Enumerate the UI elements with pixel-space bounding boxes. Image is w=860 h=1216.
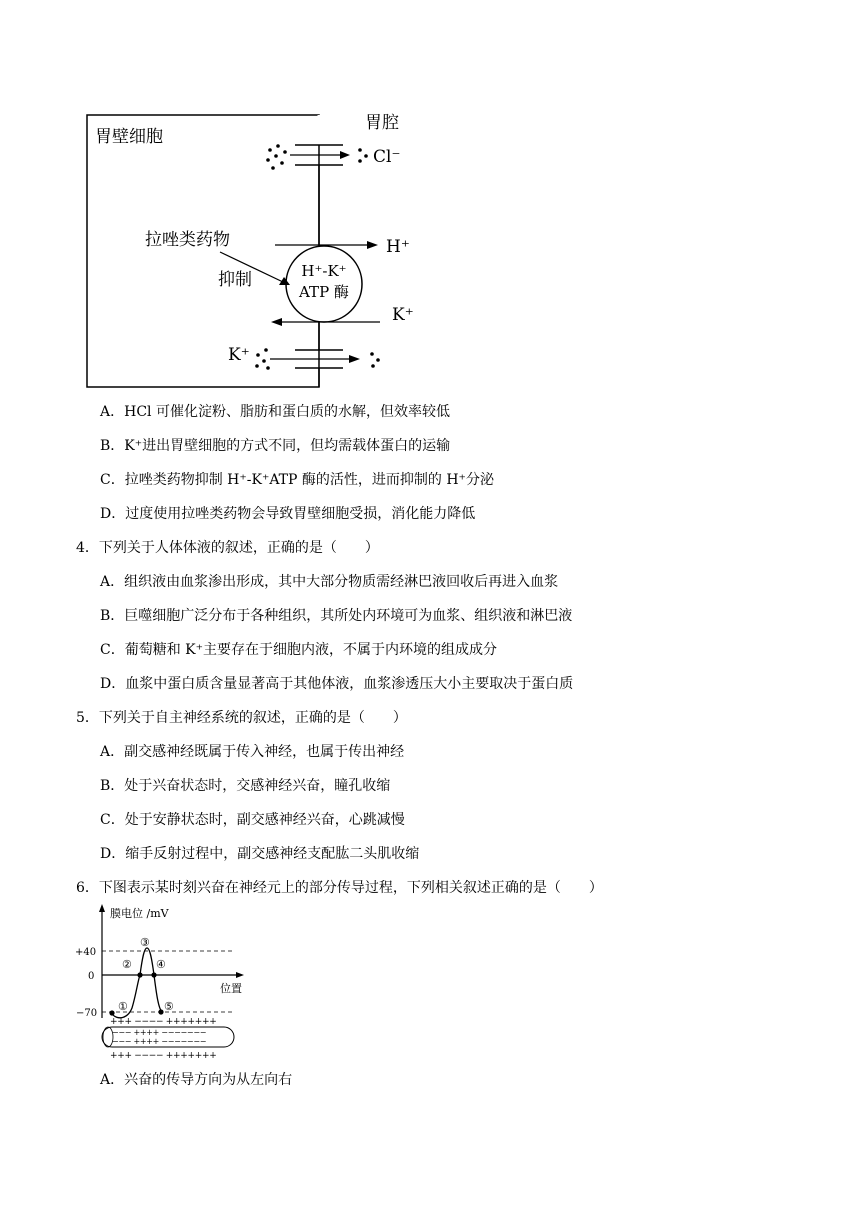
parietal-cell-diagram: [0, 0, 860, 400]
y-tick-minus70: −70: [76, 1008, 98, 1019]
q6-option-a: A．兴奋的传导方向为从左向右: [100, 1072, 293, 1088]
membrane-potential-diagram: [70, 900, 370, 1060]
q4-option-c: C．葡萄糖和 K⁺主要存在于细胞内液，不属于内环境的组成成分: [100, 642, 498, 658]
q3-option-b: B．K⁺进出胃壁细胞的方式不同，但均需载体蛋白的运输: [100, 438, 451, 454]
point-1-dot: [109, 1010, 114, 1015]
axon-outer-bottom: +++ −−−− +++++++: [110, 1051, 217, 1060]
axon-inner-top: −−− ++++ −−−−−−−: [112, 1028, 207, 1037]
cl-dots-left: [266, 144, 287, 170]
point-2-label: ②: [122, 958, 132, 971]
q4-option-b: B．巨噬细胞广泛分布于各种组织，其所处内环境可为血浆、组织液和淋巴液: [100, 608, 573, 624]
h-ion-label: H⁺: [386, 237, 410, 257]
q5-stem: 5．下列关于自主神经系统的叙述，正确的是（ ）: [76, 710, 407, 726]
q5-option-c: C．处于安静状态时，副交感神经兴奋，心跳减慢: [100, 812, 405, 828]
lumen-label: 胃腔: [365, 113, 399, 133]
q6-stem: 6．下图表示某时刻兴奋在神经元上的部分传导过程，下列相关叙述正确的是（ ）: [76, 880, 603, 896]
q4-option-d: D．血浆中蛋白质含量显著高于其他体液，血浆渗透压大小主要取决于蛋白质: [100, 676, 574, 692]
q3-option-a: A．HCl 可催化淀粉、脂肪和蛋白质的水解，但效率较低: [100, 404, 450, 420]
y-tick-plus40: +40: [75, 947, 97, 958]
cell-outline: [87, 115, 319, 387]
y-axis-label: 膜电位 /mV: [110, 907, 169, 920]
point-5-label: ⑤: [164, 1000, 174, 1013]
q4-stem: 4．下列关于人体体液的叙述，正确的是（ ）: [76, 540, 379, 556]
point-5-dot: [158, 1009, 163, 1014]
enzyme-label-1: H⁺-K⁺: [301, 262, 347, 280]
k-dots-right: [370, 352, 380, 368]
k-ion-left-label: K⁺: [228, 345, 250, 365]
cl-dots-right: [358, 148, 368, 163]
y-tick-zero: 0: [88, 971, 95, 982]
q5-option-b: B．处于兴奋状态时，交感神经兴奋，瞳孔收缩: [100, 778, 391, 794]
point-3-label: ③: [140, 936, 150, 949]
k-dots-left: [255, 348, 270, 370]
q4-option-a: A．组织液由血浆渗出形成，其中大部分物质需经淋巴液回收后再进入血浆: [100, 574, 559, 590]
point-1-label: ①: [118, 1000, 128, 1013]
point-4-dot: [151, 972, 156, 977]
axon-inner-bottom: −−− ++++ −−−−−−−: [112, 1037, 207, 1046]
inhibit-label: 抑制: [218, 270, 252, 290]
q5-option-d: D．缩手反射过程中，副交感神经支配肱二头肌收缩: [100, 846, 420, 862]
q5-option-a: A．副交感神经既属于传入神经，也属于传出神经: [100, 744, 405, 760]
cl-ion-label: Cl⁻: [373, 147, 401, 167]
enzyme-label-2: ATP 酶: [299, 283, 349, 301]
x-axis-label: 位置: [220, 982, 242, 995]
cell-label: 胃壁细胞: [95, 127, 163, 147]
q3-option-d: D．过度使用拉唑类药物会导致胃壁细胞受损，消化能力降低: [100, 506, 476, 522]
axon-outer-top: +++ −−−− +++++++: [110, 1017, 217, 1027]
k-ion-right-label: K⁺: [392, 305, 414, 325]
q3-option-c: C．拉唑类药物抑制 H⁺-K⁺ATP 酶的活性，进而抑制的 H⁺分泌: [100, 472, 494, 488]
point-2-dot: [137, 972, 142, 977]
drug-label: 拉唑类药物: [145, 230, 230, 250]
point-4-label: ④: [156, 958, 166, 971]
